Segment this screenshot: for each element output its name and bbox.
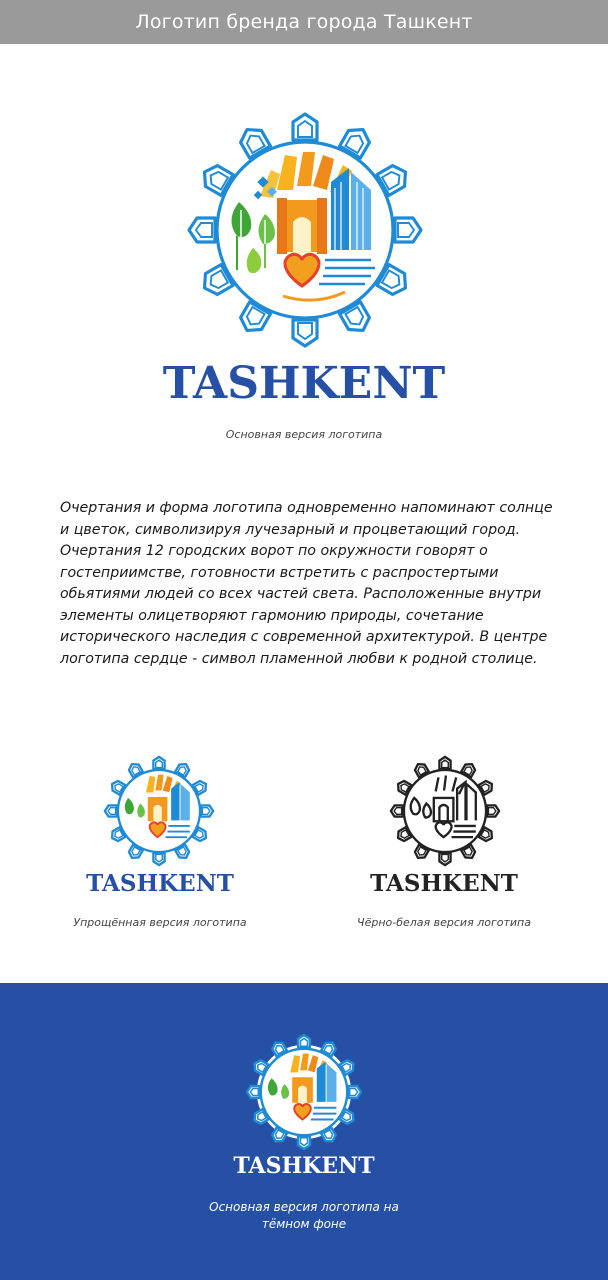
logo-description: Очертания и форма логотипа одновременно напоминают солнце и цветок, символизируя лучезарный и процветающий город. Очертания 12 городских ворот по окружности говорят о гостеприимстве, готовности встретить с распростертыми обьятиями людей со всех частей света. Расположенные внутри элементы олицетворяют гармонию природы, сочетание исторического наследия с современной архитектурой. В центре логотипа сердце - символ пламенной любви к родной столице. [60, 500, 553, 667]
city-gate-inner-shape [394, 808, 401, 815]
tashkent-emblem-main [185, 110, 425, 350]
city-gate-inner-shape [398, 223, 414, 237]
city-gate-inner-shape [298, 121, 312, 137]
page-header [0, 0, 608, 44]
city-gate-inner-shape [196, 223, 212, 237]
city-gate-inner-shape [488, 808, 495, 815]
main-wordmark: TASHKENT [162, 358, 446, 409]
gate-building-icon [277, 198, 327, 254]
city-gate-inner-shape [156, 760, 163, 767]
main-logo-caption: Основная версия логотипа [225, 428, 383, 441]
city-gate-inner-shape [442, 854, 449, 861]
city-gate-inner-shape [442, 760, 449, 767]
trees-icon [231, 202, 275, 273]
dark-logo-caption-line2: тёмном фоне [261, 1217, 347, 1231]
simplified-logo-caption: Упрощённая версия логотипа [73, 916, 247, 929]
city-gate-inner-shape [298, 323, 312, 339]
dark-wordmark: TASHKENT [233, 1153, 375, 1179]
bw-logo-caption: Чёрно-белая версия логотипа [357, 916, 531, 929]
city-gate-inner-shape [156, 854, 163, 861]
tashkent-emblem-dark [245, 1033, 363, 1151]
dark-logo-caption-line1: Основная версия логотипа на [209, 1200, 399, 1214]
tashkent-emblem-simplified [103, 755, 215, 867]
city-gate-inner-shape [108, 808, 115, 815]
bw-wordmark: TASHKENT [370, 870, 518, 897]
heart-icon [285, 254, 319, 286]
dark-logo-caption [164, 1199, 444, 1233]
simplified-wordmark: TASHKENT [86, 870, 234, 897]
skyscrapers-icon [331, 168, 371, 250]
page-title: Логотип бренда города Ташкент [135, 11, 473, 33]
city-gate-inner-shape [202, 808, 209, 815]
tashkent-emblem-bw [389, 755, 501, 867]
